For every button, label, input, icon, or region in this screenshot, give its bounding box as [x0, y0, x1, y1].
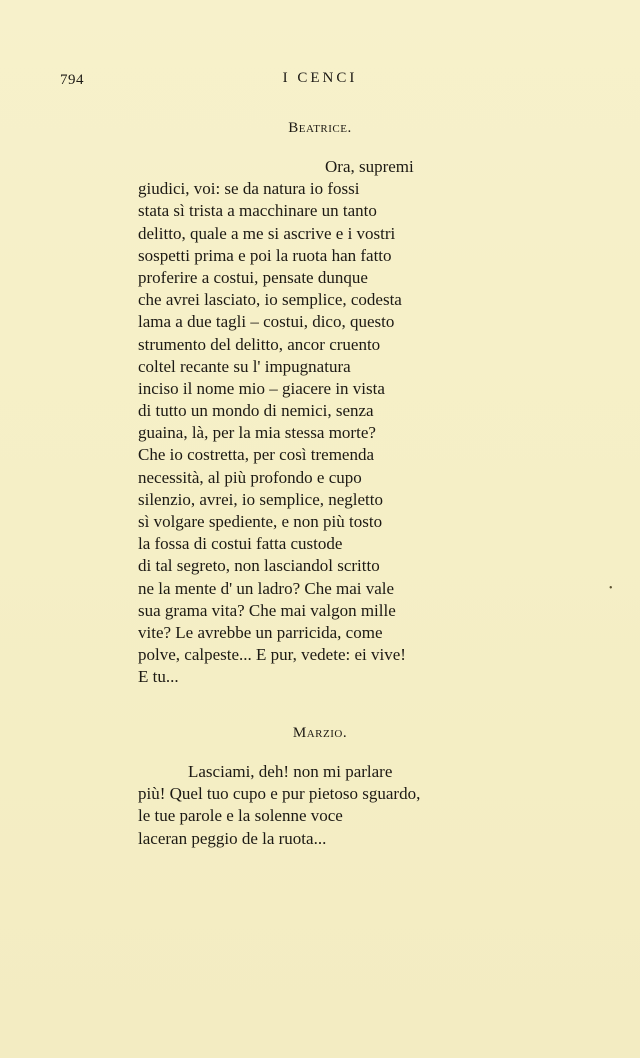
- speaker-name: Beatrice.: [288, 120, 352, 136]
- verse-line: vite? Le avrebbe un parricida, come: [138, 622, 383, 642]
- verse-line: sospetti prima e poi la ruota han fatto: [138, 245, 392, 265]
- verse-line: inciso il nome mio – giacere in vista: [138, 378, 385, 398]
- verse-line: E tu...: [138, 667, 179, 687]
- verse-line: di tutto un mondo di nemici, senza: [138, 401, 374, 421]
- verse-line: necessità, al più profondo e cupo: [138, 467, 362, 487]
- verse-line: stata sì trista a macchinare un tanto: [138, 201, 377, 221]
- verse-line: guaina, là, per la mia stessa morte?: [138, 423, 376, 443]
- verse-line: coltel recante su l' impugnatura: [138, 356, 351, 376]
- page-number: 794: [60, 72, 84, 88]
- verse-line: polve, calpeste... E pur, vedete: ei vive!: [138, 645, 406, 665]
- verse-line: silenzio, avrei, io semplice, negletto: [138, 489, 384, 509]
- verse-line: Lasciami, deh! non mi parlare: [188, 762, 393, 781]
- verse-line: di tal segreto, non lasciandol scritto: [138, 556, 380, 576]
- speaker-name: Marzio.: [292, 725, 348, 741]
- verse-line: Ora, supremi: [325, 157, 414, 176]
- verse-line: strumento del delitto, ancor cruento: [138, 334, 381, 354]
- verse-line: proferire a costui, pensate dunque: [138, 267, 368, 287]
- verse-line: sì volgare spediente, e non più tosto: [138, 512, 383, 531]
- verse-line: che avrei lasciato, io semplice, codesta: [138, 290, 402, 310]
- verse-line: sua grama vita? Che mai valgon mille: [138, 600, 396, 620]
- verse-line: le tue parole e la solenne voce: [138, 806, 343, 826]
- verse-line: Che io costretta, per così tremenda: [138, 445, 375, 465]
- speech-marzio: [138, 761, 478, 850]
- verse-line: delitto, quale a me si ascrive e i vostri: [138, 223, 396, 243]
- verse-line: la fossa di costui fatta custode: [138, 534, 343, 554]
- verse-line: lama a due tagli – costui, dico, questo: [138, 312, 395, 332]
- verse-line: giudici, voi: se da natura io fossi: [138, 179, 360, 199]
- ink-speck-icon: •: [609, 583, 613, 594]
- running-title: I CENCI: [282, 70, 358, 86]
- verse-line: laceran peggio de la ruota...: [138, 828, 327, 848]
- speech-beatrice: [138, 156, 478, 689]
- verse-line: ne la mente d' un ladro? Che mai vale: [138, 578, 395, 598]
- verse-line: più! Quel tuo cupo e pur pietoso sguardo,: [138, 784, 421, 804]
